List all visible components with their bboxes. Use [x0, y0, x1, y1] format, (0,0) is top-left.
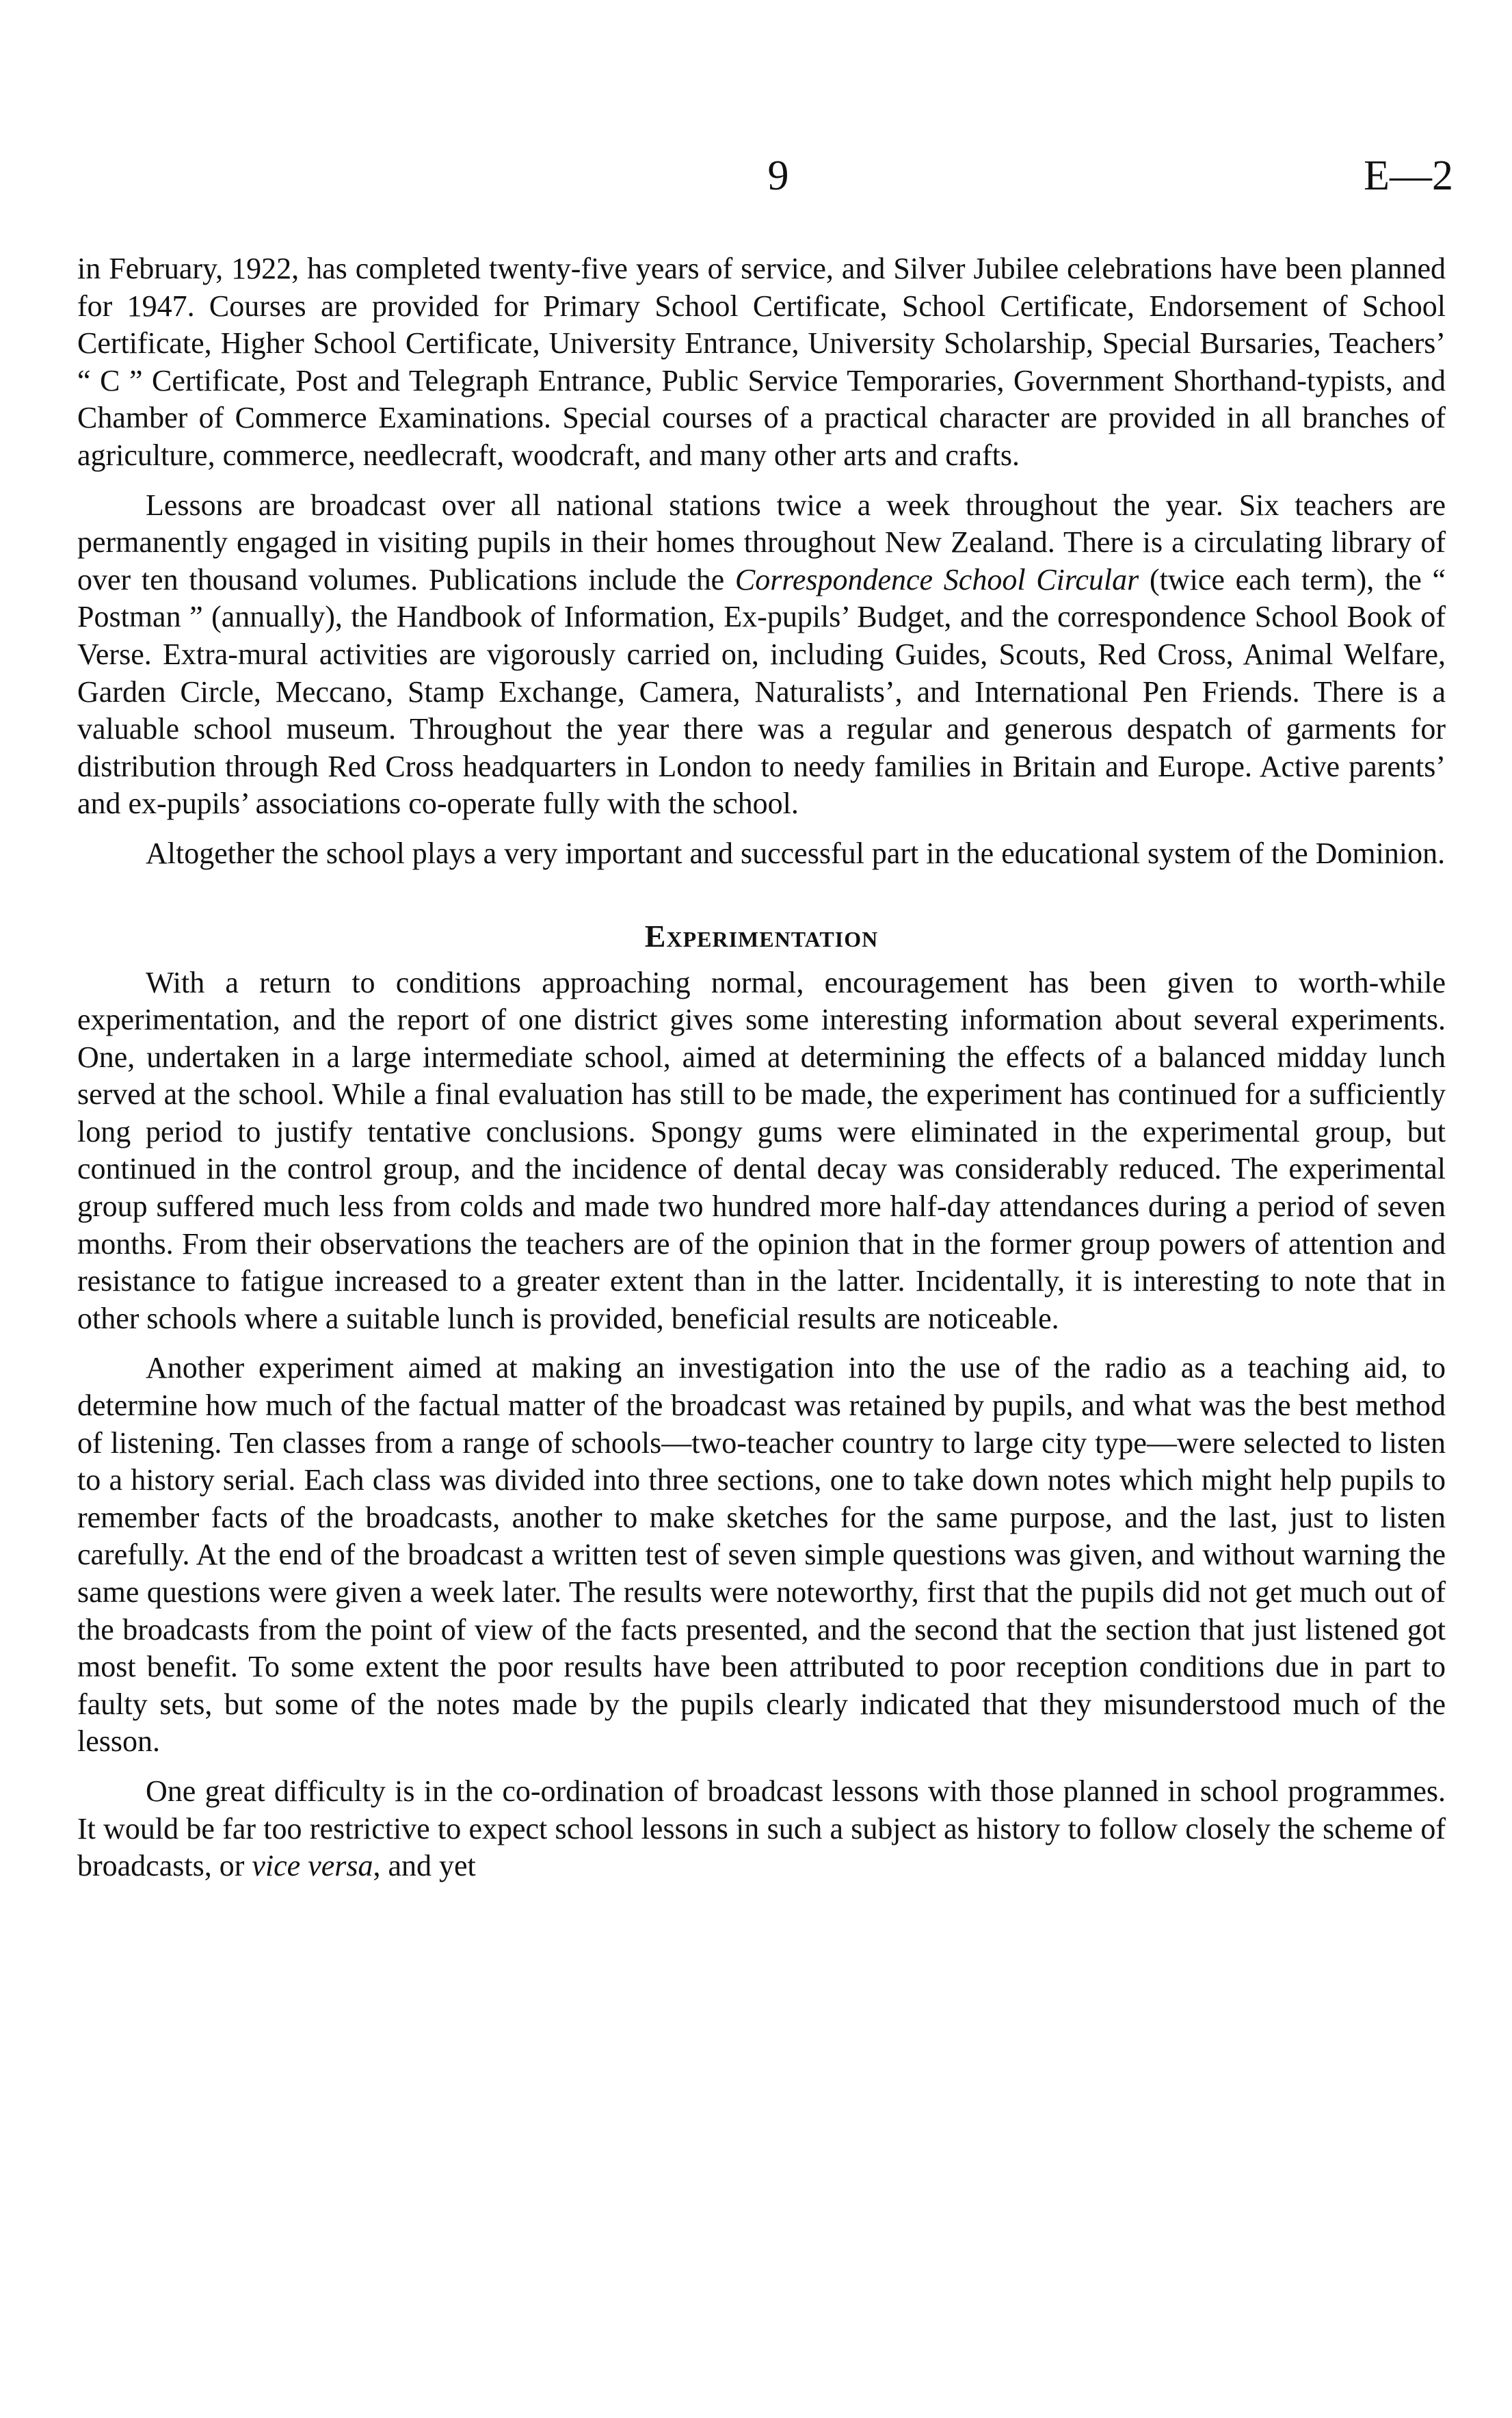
paragraph-coordination-difficulty: [77, 1773, 1446, 1885]
paragraph-summary: Altogether the school plays a very important and successful part in the educational system of the Dominion.: [146, 836, 1446, 870]
paragraph-lunch-experiment: With a return to conditions approaching normal, encouragement has been given to worth-while experimentation, and the report of one district gives some interesting information about several experiments. One, undertaken in a large intermediate school, aimed at determining the effects of a balanced midday lunch served at the school. While a final evaluation has still to be made, the experiment has continued for a sufficiently long period to justify tentative conclusions. Spongy gums were eliminated in the experimental group, but continued in the control group, and the incidence of dental decay was considerably reduced. The experimental group suffered much less from colds and made two hundred more half-day attendances during a period of seven months. From their observations the teachers are of the opinion that in the former group powers of attention and resistance to fatigue increased to a greater extent than in the latter. Incidentally, it is interesting to note that in other schools where a suitable lunch is provided, beneficial results are noticeable.: [77, 965, 1446, 1335]
paragraph-continued-intro: in February, 1922, has completed twenty-five years of service, and Silver Jubilee celebrations have been planned for 1947. Courses are provided for Primary School Certificate, School Certificate, Endorsement of School Certificate, Higher School Certificate, University Entrance, University Scholarship, Special Bursaries, Teachers’ “ C ” Certificate, Post and Telegraph Entrance, Public Service Temporaries, Government Shorthand-typists, and Chamber of Commerce Examinations. Special courses of a practical character are provided in all branches of agriculture, commerce, needlecraft, woodcraft, and many other arts and crafts.: [77, 252, 1446, 472]
paragraph-text: Lessons are broadcast over all national stations twice a week throughout the year. Six teachers are permanently engaged in visiting pupils in their homes throughout New Zealand. There is a circulating library of over ten thousand volumes. Publications include the: [77, 488, 1446, 596]
publication-title: Correspondence School Circular: [734, 562, 1139, 596]
paragraph-text: (twice each term), the “ Postman ” (annually), the Handbook of Information, Ex-pupils’ Budget, and the correspondence School Book of Verse. Extra-mural activities are vigorously carried on, including Guides, Scouts, Red Cross, Animal Welfare, Garden Circle, Meccano, Stamp Exchange, Camera, Naturalists’, and International Pen Friends. There is a valuable school museum. Throughout the year there was a regular and generous despatch of garments for distribution through Red Cross headquarters in London to needy families in Britain and Europe. Active parents’ and ex-pupils’ associations co-operate fully with the school.: [77, 562, 1446, 821]
page-header: [0, 152, 1512, 200]
latin-phrase: vice versa: [252, 1849, 373, 1883]
paragraph-broadcasts-and-publications: [77, 487, 1446, 823]
document-code: E—2: [1364, 153, 1453, 199]
paragraph-text: One great difficulty is in the co-ordination of broadcast lessons with those planned in school programmes. It would be far too restrictive to expect school lessons in such a subject as history to follow closely the scheme of broadcasts, or: [77, 1774, 1446, 1883]
page-number: 9: [767, 153, 789, 199]
section-heading-experimentation: Experimentation: [644, 918, 879, 954]
document-body: [77, 250, 1446, 1885]
paragraph-text: , and yet: [373, 1849, 476, 1883]
paragraph-radio-experiment: Another experiment aimed at making an investigation into the use of the radio as a teaching aid, to determine how much of the factual matter of the broadcast was retained by pupils, and what was the best method of listening. Ten classes from a range of schools—two-teacher country to large city type—were selected to listen to a history serial. Each class was divided into three sections, one to take down notes which might help pupils to remember facts of the broadcasts, another to make sketches for the same purpose, and the last, just to listen carefully. At the end of the broadcast a written test of seven simple questions was given, and without warning the same questions were given a week later. The results were noteworthy, first that the pupils did not get much out of the broadcasts from the point of view of the facts presented, and the second that the section that just listened got most benefit. To some extent the poor results have been attributed to poor reception conditions due in part to faulty sets, but some of the notes made by the pupils clearly indicated that they misunderstood much of the lesson.: [77, 1351, 1446, 1759]
